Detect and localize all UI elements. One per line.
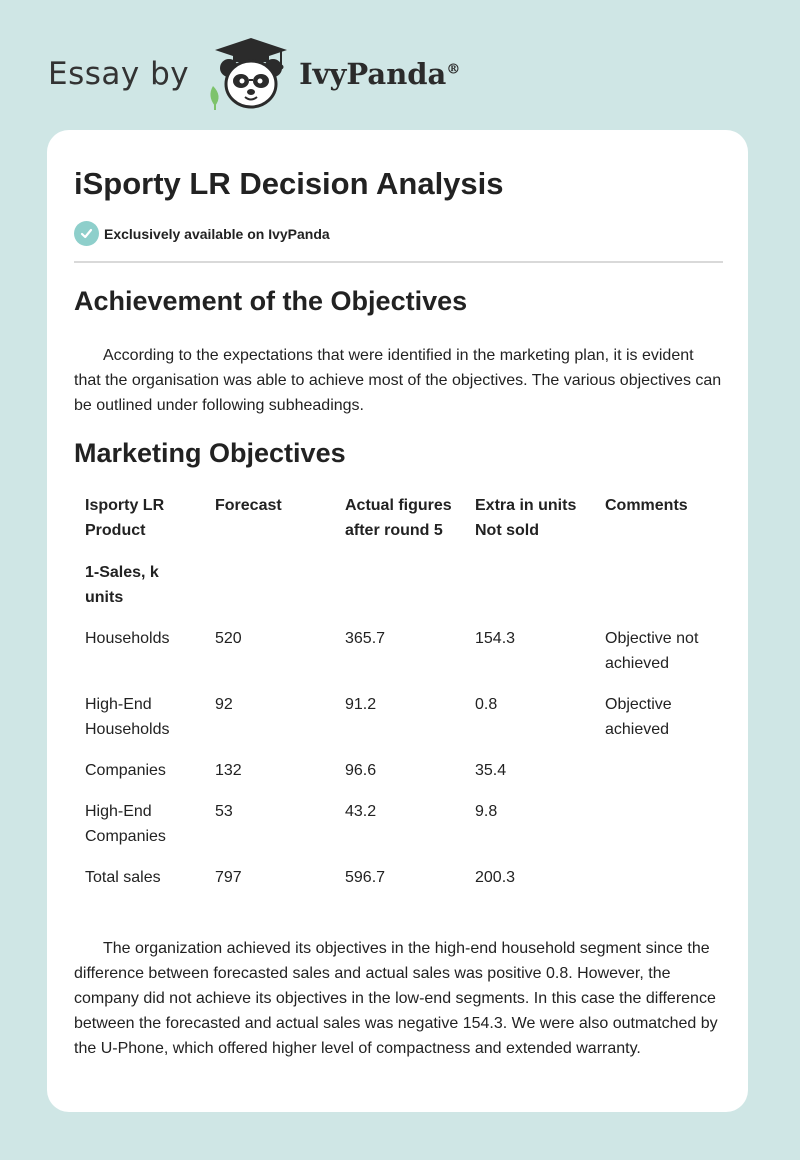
table-section-row: [74, 560, 723, 626]
table-cell: 35.4: [475, 762, 507, 779]
essay-card: [47, 130, 748, 1112]
table-cell: 154.3: [475, 630, 516, 647]
exclusive-badge: [74, 221, 330, 246]
page-title: iSporty LR Decision Analysis: [74, 166, 504, 201]
section-paragraph-achievement: According to the expectations that were identified in the marketing plan, it is evident that the organisation was able to achieve most of the objectives. The various objectives can be outlined under following subheadings.: [74, 347, 722, 414]
table-cell: High-End Households: [85, 696, 170, 738]
table-cell: Companies: [85, 762, 166, 779]
table-header-cell: Forecast: [215, 497, 282, 514]
table-cell: 43.2: [345, 803, 377, 820]
table-header-cell: Isporty LR Product: [85, 497, 165, 539]
table-row: [74, 692, 723, 758]
table-cell: 91.2: [345, 696, 377, 713]
table-cell: [594, 758, 723, 799]
table-row: [74, 626, 723, 692]
check-circle-icon: [74, 221, 99, 246]
table-cell: [594, 799, 723, 865]
table-cell: 132: [215, 762, 242, 779]
table-section-label: 1-Sales, k units: [85, 564, 159, 606]
table-cell: Households: [85, 630, 170, 647]
table-cell: 200.3: [475, 869, 516, 886]
table-cell: High-End Companies: [85, 803, 166, 845]
table-cell: 596.7: [345, 869, 386, 886]
panda-logo-icon: [205, 36, 297, 112]
table-row: [74, 865, 723, 906]
table-cell: 520: [215, 630, 242, 647]
table-row: [74, 758, 723, 799]
table-cell: 96.6: [345, 762, 377, 779]
table-cell: Total sales: [85, 869, 161, 886]
section-heading-marketing: Marketing Objectives: [74, 438, 346, 468]
table-header-row: [74, 493, 723, 560]
title-divider: [74, 261, 723, 263]
table-cell: 797: [215, 869, 242, 886]
table-cell: [594, 865, 723, 906]
table-cell: 53: [215, 803, 233, 820]
site-header: [48, 36, 460, 112]
table-header-cell: Comments: [605, 497, 688, 514]
table-header-cell: Extra in units Not sold: [475, 497, 577, 539]
table-row: [74, 799, 723, 865]
table-cell: 92: [215, 696, 233, 713]
section-heading-achievement: Achievement of the Objectives: [74, 286, 468, 316]
table-cell: 9.8: [475, 803, 498, 820]
marketing-objectives-table: [74, 493, 723, 906]
table-cell: Objective not achieved: [605, 630, 699, 672]
table-cell: 0.8: [475, 696, 498, 713]
exclusive-label: Exclusively available on IvyPanda: [104, 225, 330, 242]
brand-name: IvyPanda®: [299, 57, 461, 91]
essay-by-label: Essay by: [48, 56, 190, 92]
table-cell: Objective achieved: [605, 696, 672, 738]
section-paragraph-marketing: The organization achieved its objectives in the high-end household segment since the difference between forecasted sales and actual sales was positive 0.8. However, the company did not achieve its objectives in the low-end segments. In this case the difference between the forecasted and actual sales was negative 154.3. We were also outmatched by the U-Phone, which offered higher level of compactness and extended warranty.: [74, 940, 718, 1057]
table-cell: 365.7: [345, 630, 386, 647]
table-header-cell: Actual figures after round 5: [345, 497, 452, 539]
